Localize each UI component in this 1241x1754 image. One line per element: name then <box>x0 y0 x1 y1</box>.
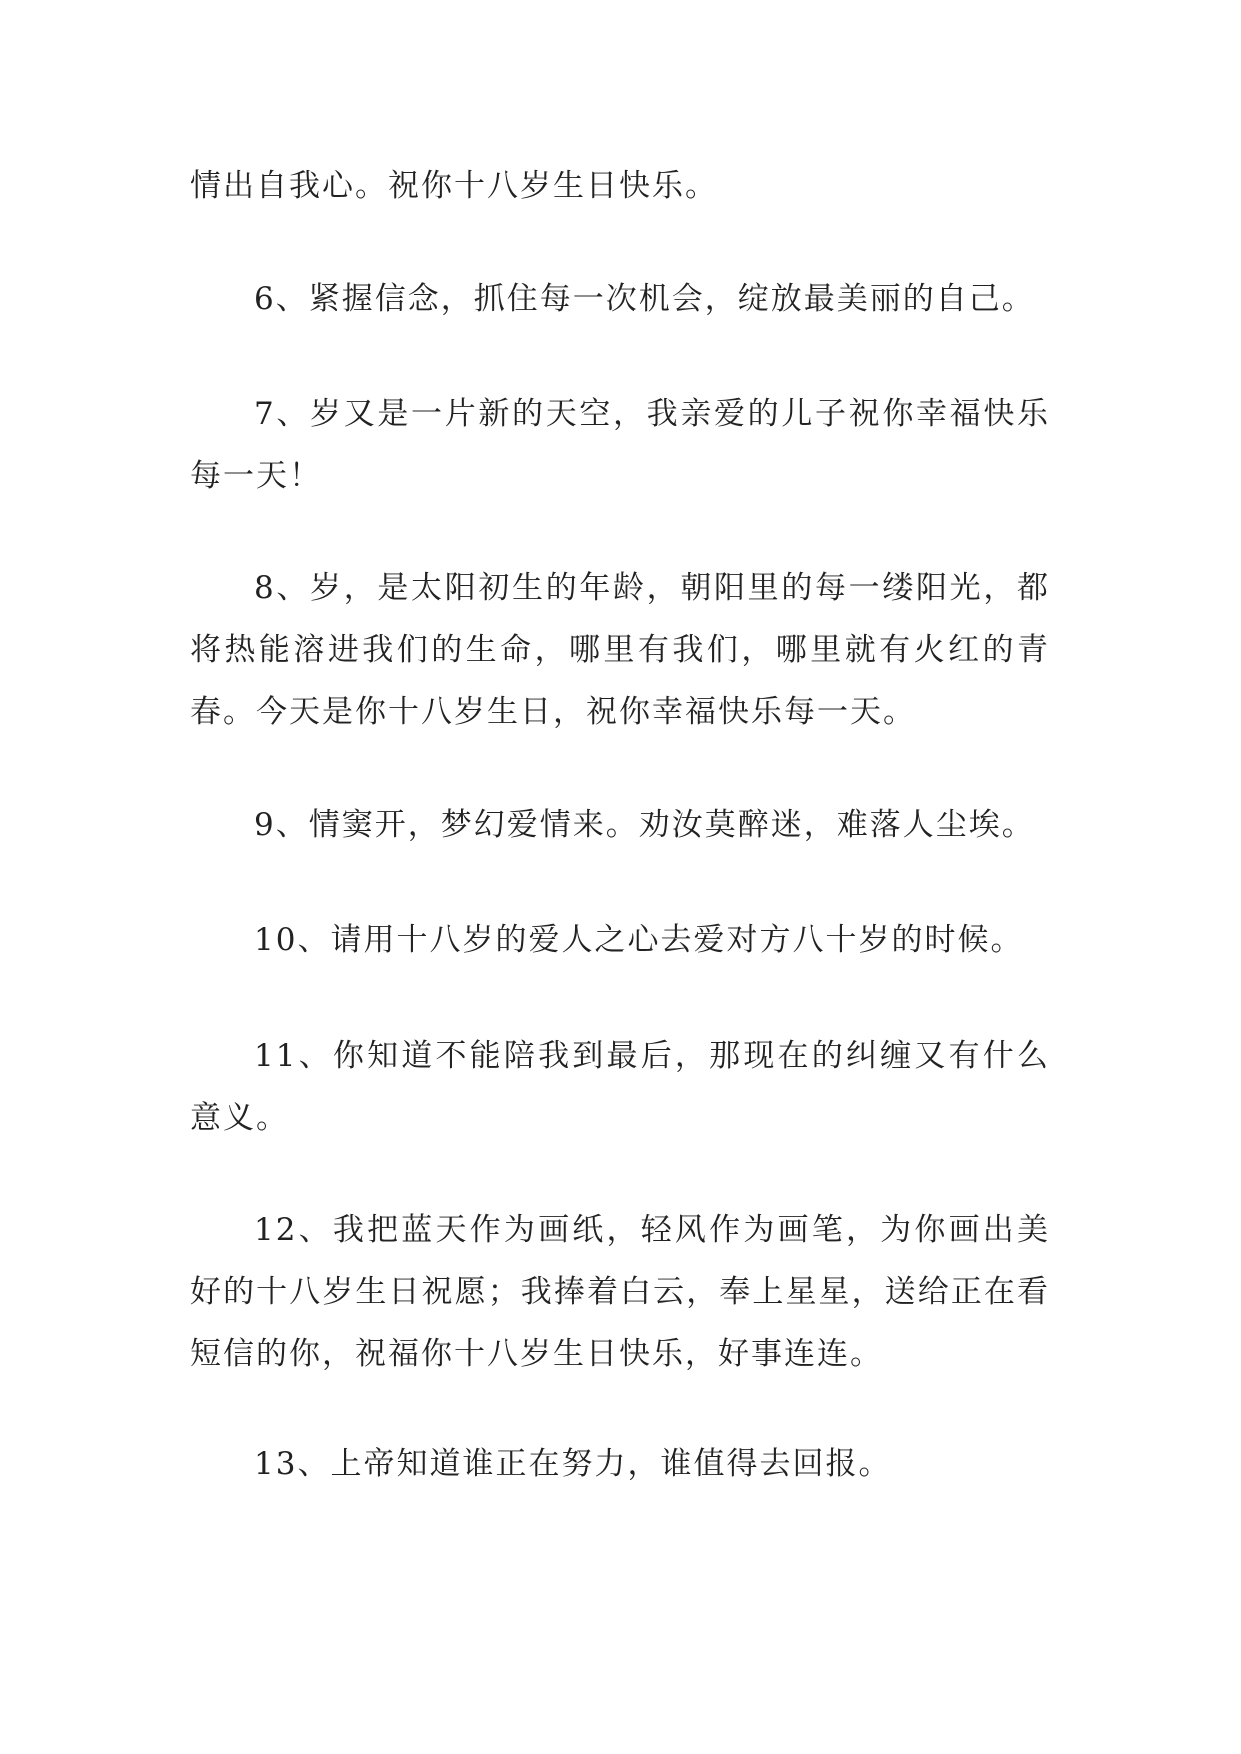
paragraph-item-6: 6、紧握信念，抓住每一次机会，绽放最美丽的自己。 <box>254 281 1035 317</box>
paragraph-item-9: 9、情窦开，梦幻爱情来。劝汝莫醉迷，难落人尘埃。 <box>254 807 1035 843</box>
paragraph-item-10: 10、请用十八岁的爱人之心去爱对方八十岁的时候。 <box>254 922 1024 958</box>
paragraph-item-7: 7、岁又是一片新的天空，我亲爱的儿子祝你幸福快乐每一天！ <box>190 396 1050 494</box>
paragraph-item-11: 11、你知道不能陪我到最后，那现在的纠缠又有什么意义。 <box>190 1038 1050 1136</box>
paragraph-item-8: 8、岁，是太阳初生的年龄，朝阳里的每一缕阳光，都将热能溶进我们的生命，哪里有我们，哪里就有火红的青春。今天是你十八岁生日，祝你幸福快乐每一天。 <box>190 570 1050 730</box>
paragraph-continuation: 情出自我心。祝你十八岁生日快乐。 <box>190 168 718 204</box>
paragraph-item-12: 12、我把蓝天作为画纸，轻风作为画笔，为你画出美好的十八岁生日祝愿；我捧着白云，奉上星星，送给正在看短信的你，祝福你十八岁生日快乐，好事连连。 <box>190 1212 1050 1372</box>
paragraph-item-13: 13、上帝知道谁正在努力，谁值得去回报。 <box>254 1446 892 1482</box>
